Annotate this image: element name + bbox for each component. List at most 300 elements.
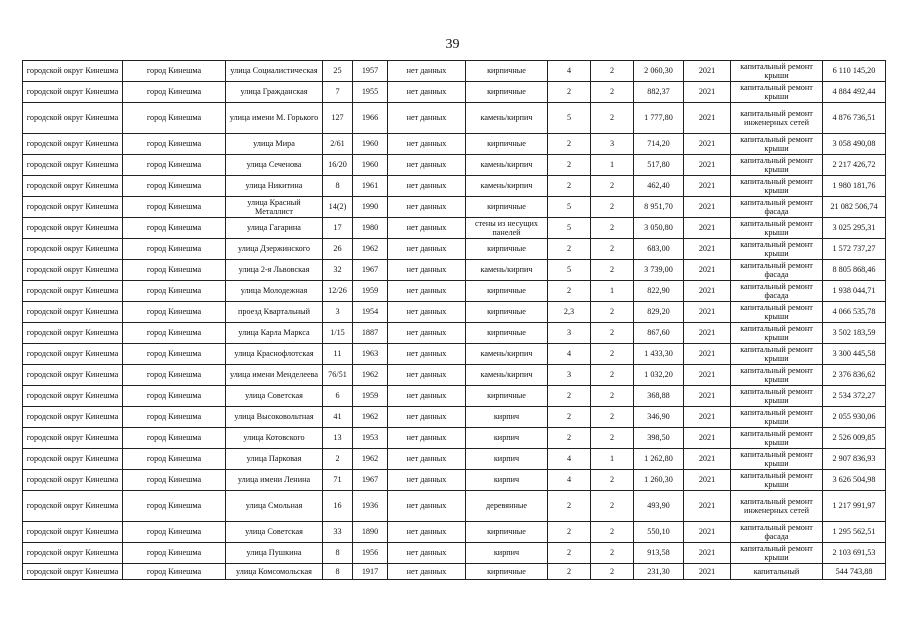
- cell-work-year: 2021: [684, 197, 731, 218]
- cell-floors: 2: [548, 82, 591, 103]
- table-row: [23, 407, 886, 428]
- cell-build-year: 1953: [353, 428, 388, 449]
- table-row: [23, 491, 886, 522]
- cell-floors: 5: [548, 260, 591, 281]
- cell-street: улица Советская: [226, 522, 323, 543]
- cell-work-type: капитальный ремонт фасада: [731, 522, 823, 543]
- cell-city: город Кинешма: [123, 61, 226, 82]
- cell-wall-material: кирпич: [466, 470, 548, 491]
- cell-area: 368,88: [634, 386, 684, 407]
- cell-work-type: капитальный: [731, 564, 823, 580]
- cell-wall-material: кирпич: [466, 543, 548, 564]
- cell-floors: 2: [548, 281, 591, 302]
- cell-floors: 5: [548, 197, 591, 218]
- cell-street: улица Никитина: [226, 176, 323, 197]
- cell-work-type: капитальный ремонт крыши: [731, 176, 823, 197]
- cell-entrances: 3: [591, 134, 634, 155]
- cell-house-number: 71: [323, 470, 353, 491]
- cell-house-number: 16: [323, 491, 353, 522]
- cell-house-number: 25: [323, 61, 353, 82]
- cell-no-data: нет данных: [388, 470, 466, 491]
- cell-cost: 3 626 504,98: [823, 470, 886, 491]
- cell-entrances: 2: [591, 344, 634, 365]
- cell-cost: 1 938 044,71: [823, 281, 886, 302]
- cell-build-year: 1962: [353, 449, 388, 470]
- cell-entrances: 1: [591, 449, 634, 470]
- cell-build-year: 1980: [353, 218, 388, 239]
- cell-area: 3 739,00: [634, 260, 684, 281]
- cell-floors: 5: [548, 103, 591, 134]
- cell-floors: 3: [548, 323, 591, 344]
- cell-work-type: капитальный ремонт крыши: [731, 428, 823, 449]
- cell-entrances: 2: [591, 365, 634, 386]
- cell-street: улица Гагарина: [226, 218, 323, 239]
- cell-work-type: капитальный ремонт крыши: [731, 61, 823, 82]
- cell-build-year: 1917: [353, 564, 388, 580]
- cell-floors: 2: [548, 543, 591, 564]
- table-row: [23, 543, 886, 564]
- cell-wall-material: камень/кирпич: [466, 103, 548, 134]
- cell-area: 493,90: [634, 491, 684, 522]
- cell-cost: 3 300 445,58: [823, 344, 886, 365]
- cell-city: город Кинешма: [123, 449, 226, 470]
- cell-no-data: нет данных: [388, 428, 466, 449]
- cell-area: 822,90: [634, 281, 684, 302]
- cell-build-year: 1962: [353, 365, 388, 386]
- cell-area: 346,90: [634, 407, 684, 428]
- cell-street: улица Смольная: [226, 491, 323, 522]
- cell-entrances: 2: [591, 103, 634, 134]
- cell-area: 913,58: [634, 543, 684, 564]
- cell-build-year: 1960: [353, 155, 388, 176]
- cell-no-data: нет данных: [388, 281, 466, 302]
- cell-entrances: 2: [591, 543, 634, 564]
- cell-work-type: капитальный ремонт крыши: [731, 344, 823, 365]
- cell-municipality: городской округ Кинешма: [23, 103, 123, 134]
- cell-house-number: 3: [323, 302, 353, 323]
- cell-city: город Кинешма: [123, 428, 226, 449]
- cell-work-type: капитальный ремонт крыши: [731, 323, 823, 344]
- cell-build-year: 1962: [353, 407, 388, 428]
- cell-area: 1 433,30: [634, 344, 684, 365]
- cell-wall-material: кирпичные: [466, 281, 548, 302]
- cell-no-data: нет данных: [388, 302, 466, 323]
- cell-area: 3 050,80: [634, 218, 684, 239]
- cell-no-data: нет данных: [388, 155, 466, 176]
- cell-build-year: 1960: [353, 134, 388, 155]
- cell-wall-material: камень/кирпич: [466, 260, 548, 281]
- table-row: [23, 155, 886, 176]
- cell-area: 550,10: [634, 522, 684, 543]
- cell-municipality: городской округ Кинешма: [23, 344, 123, 365]
- cell-cost: 4 884 492,44: [823, 82, 886, 103]
- cell-house-number: 1/15: [323, 323, 353, 344]
- cell-no-data: нет данных: [388, 323, 466, 344]
- cell-build-year: 1955: [353, 82, 388, 103]
- cell-house-number: 7: [323, 82, 353, 103]
- cell-house-number: 11: [323, 344, 353, 365]
- cell-floors: 2: [548, 407, 591, 428]
- cell-no-data: нет данных: [388, 491, 466, 522]
- cell-build-year: 1962: [353, 239, 388, 260]
- cell-build-year: 1956: [353, 543, 388, 564]
- cell-house-number: 76/51: [323, 365, 353, 386]
- cell-entrances: 2: [591, 428, 634, 449]
- cell-entrances: 2: [591, 176, 634, 197]
- cell-street: улица Мира: [226, 134, 323, 155]
- cell-city: город Кинешма: [123, 302, 226, 323]
- cell-work-year: 2021: [684, 103, 731, 134]
- cell-city: город Кинешма: [123, 155, 226, 176]
- cell-city: город Кинешма: [123, 386, 226, 407]
- cell-area: 867,60: [634, 323, 684, 344]
- cell-no-data: нет данных: [388, 134, 466, 155]
- cell-floors: 2: [548, 522, 591, 543]
- cell-municipality: городской округ Кинешма: [23, 61, 123, 82]
- cell-cost: 3 025 295,31: [823, 218, 886, 239]
- cell-house-number: 2: [323, 449, 353, 470]
- cell-work-year: 2021: [684, 543, 731, 564]
- cell-cost: 2 055 930,06: [823, 407, 886, 428]
- cell-area: 1 262,80: [634, 449, 684, 470]
- cell-wall-material: камень/кирпич: [466, 155, 548, 176]
- cell-wall-material: кирпичные: [466, 197, 548, 218]
- cell-municipality: городской округ Кинешма: [23, 491, 123, 522]
- cell-street: улица Пушкина: [226, 543, 323, 564]
- cell-no-data: нет данных: [388, 344, 466, 365]
- table-row: [23, 134, 886, 155]
- cell-work-type: капитальный ремонт крыши: [731, 239, 823, 260]
- cell-city: город Кинешма: [123, 344, 226, 365]
- cell-floors: 4: [548, 344, 591, 365]
- cell-work-year: 2021: [684, 407, 731, 428]
- cell-municipality: городской округ Кинешма: [23, 155, 123, 176]
- cell-entrances: 2: [591, 302, 634, 323]
- cell-wall-material: кирпич: [466, 449, 548, 470]
- cell-cost: 6 110 145,20: [823, 61, 886, 82]
- table-row: [23, 522, 886, 543]
- cell-city: город Кинешма: [123, 281, 226, 302]
- cell-cost: 1 217 991,97: [823, 491, 886, 522]
- cell-cost: 1 295 562,51: [823, 522, 886, 543]
- cell-cost: 2 376 836,62: [823, 365, 886, 386]
- cell-work-type: капитальный ремонт крыши: [731, 470, 823, 491]
- cell-cost: 544 743,88: [823, 564, 886, 580]
- cell-cost: 2 103 691,53: [823, 543, 886, 564]
- cell-no-data: нет данных: [388, 176, 466, 197]
- cell-no-data: нет данных: [388, 61, 466, 82]
- cell-work-type: капитальный ремонт крыши: [731, 302, 823, 323]
- cell-municipality: городской округ Кинешма: [23, 260, 123, 281]
- cell-city: город Кинешма: [123, 134, 226, 155]
- cell-municipality: городской округ Кинешма: [23, 428, 123, 449]
- cell-no-data: нет данных: [388, 239, 466, 260]
- cell-street: улица Котовского: [226, 428, 323, 449]
- cell-build-year: 1890: [353, 522, 388, 543]
- cell-no-data: нет данных: [388, 564, 466, 580]
- cell-work-year: 2021: [684, 491, 731, 522]
- cell-area: 714,20: [634, 134, 684, 155]
- cell-floors: 5: [548, 218, 591, 239]
- cell-street: улица Советская: [226, 386, 323, 407]
- cell-work-year: 2021: [684, 522, 731, 543]
- cell-build-year: 1959: [353, 386, 388, 407]
- table-row: [23, 218, 886, 239]
- cell-municipality: городской округ Кинешма: [23, 522, 123, 543]
- cell-work-year: 2021: [684, 564, 731, 580]
- cell-municipality: городской округ Кинешма: [23, 134, 123, 155]
- table-row: [23, 449, 886, 470]
- cell-house-number: 8: [323, 176, 353, 197]
- table-row: [23, 302, 886, 323]
- cell-work-type: капитальный ремонт инженерных сетей: [731, 491, 823, 522]
- cell-street: улица имени Ленина: [226, 470, 323, 491]
- cell-work-type: капитальный ремонт фасада: [731, 197, 823, 218]
- cell-house-number: 6: [323, 386, 353, 407]
- cell-city: город Кинешма: [123, 218, 226, 239]
- table-row: [23, 281, 886, 302]
- table-row: [23, 470, 886, 491]
- cell-municipality: городской округ Кинешма: [23, 449, 123, 470]
- cell-no-data: нет данных: [388, 103, 466, 134]
- cell-work-type: капитальный ремонт крыши: [731, 449, 823, 470]
- cell-entrances: 2: [591, 239, 634, 260]
- cell-wall-material: кирпичные: [466, 386, 548, 407]
- cell-city: город Кинешма: [123, 260, 226, 281]
- cell-work-type: капитальный ремонт крыши: [731, 407, 823, 428]
- cell-cost: 4 876 736,51: [823, 103, 886, 134]
- cell-area: 2 060,30: [634, 61, 684, 82]
- cell-street: улица имени Менделеева: [226, 365, 323, 386]
- cell-municipality: городской округ Кинешма: [23, 407, 123, 428]
- cell-municipality: городской округ Кинешма: [23, 470, 123, 491]
- cell-city: город Кинешма: [123, 564, 226, 580]
- table-row: [23, 176, 886, 197]
- table-row: [23, 344, 886, 365]
- cell-work-type: капитальный ремонт крыши: [731, 134, 823, 155]
- cell-work-type: капитальный ремонт фасада: [731, 260, 823, 281]
- cell-work-year: 2021: [684, 470, 731, 491]
- table-row: [23, 428, 886, 449]
- cell-no-data: нет данных: [388, 82, 466, 103]
- cell-city: город Кинешма: [123, 197, 226, 218]
- cell-cost: 1 572 737,27: [823, 239, 886, 260]
- cell-street: улица Гражданская: [226, 82, 323, 103]
- cell-wall-material: камень/кирпич: [466, 176, 548, 197]
- cell-street: улица Парковая: [226, 449, 323, 470]
- cell-street: улица Молодежная: [226, 281, 323, 302]
- cell-street: улица Высоковольтная: [226, 407, 323, 428]
- cell-house-number: 8: [323, 543, 353, 564]
- table-row: [23, 260, 886, 281]
- table-row: [23, 239, 886, 260]
- cell-floors: 2: [548, 134, 591, 155]
- table-row: [23, 197, 886, 218]
- cell-no-data: нет данных: [388, 260, 466, 281]
- table-row: [23, 386, 886, 407]
- cell-area: 517,80: [634, 155, 684, 176]
- cell-house-number: 8: [323, 564, 353, 580]
- cell-wall-material: камень/кирпич: [466, 344, 548, 365]
- cell-wall-material: деревянные: [466, 491, 548, 522]
- cell-municipality: городской округ Кинешма: [23, 239, 123, 260]
- cell-work-year: 2021: [684, 176, 731, 197]
- cell-area: 398,50: [634, 428, 684, 449]
- cell-city: город Кинешма: [123, 522, 226, 543]
- table-row: [23, 82, 886, 103]
- cell-work-year: 2021: [684, 386, 731, 407]
- cell-work-year: 2021: [684, 218, 731, 239]
- cell-floors: 2: [548, 564, 591, 580]
- cell-area: 462,40: [634, 176, 684, 197]
- cell-wall-material: камень/кирпич: [466, 365, 548, 386]
- cell-entrances: 2: [591, 491, 634, 522]
- cell-street: проезд Квартальный: [226, 302, 323, 323]
- cell-entrances: 2: [591, 323, 634, 344]
- cell-city: город Кинешма: [123, 407, 226, 428]
- cell-floors: 2: [548, 428, 591, 449]
- cell-municipality: городской округ Кинешма: [23, 564, 123, 580]
- cell-work-year: 2021: [684, 365, 731, 386]
- cell-wall-material: кирпичные: [466, 82, 548, 103]
- cell-house-number: 32: [323, 260, 353, 281]
- table-row: [23, 323, 886, 344]
- cell-municipality: городской округ Кинешма: [23, 281, 123, 302]
- cell-build-year: 1963: [353, 344, 388, 365]
- table-row: [23, 61, 886, 82]
- cell-build-year: 1954: [353, 302, 388, 323]
- cell-cost: 2 907 836,93: [823, 449, 886, 470]
- cell-work-year: 2021: [684, 302, 731, 323]
- cell-wall-material: кирпичные: [466, 239, 548, 260]
- cell-area: 231,30: [634, 564, 684, 580]
- cell-municipality: городской округ Кинешма: [23, 176, 123, 197]
- cell-city: город Кинешма: [123, 543, 226, 564]
- cell-house-number: 12/26: [323, 281, 353, 302]
- cell-area: 882,37: [634, 82, 684, 103]
- cell-house-number: 26: [323, 239, 353, 260]
- cell-build-year: 1966: [353, 103, 388, 134]
- cell-no-data: нет данных: [388, 543, 466, 564]
- cell-build-year: 1967: [353, 260, 388, 281]
- cell-cost: 3 058 490,08: [823, 134, 886, 155]
- cell-build-year: 1959: [353, 281, 388, 302]
- cell-no-data: нет данных: [388, 386, 466, 407]
- cell-floors: 3: [548, 365, 591, 386]
- cell-city: город Кинешма: [123, 103, 226, 134]
- cell-area: 1 260,30: [634, 470, 684, 491]
- cell-municipality: городской округ Кинешма: [23, 82, 123, 103]
- cell-work-year: 2021: [684, 61, 731, 82]
- cell-street: улица Дзержинского: [226, 239, 323, 260]
- cell-municipality: городской округ Кинешма: [23, 302, 123, 323]
- cell-entrances: 2: [591, 564, 634, 580]
- cell-area: 8 951,70: [634, 197, 684, 218]
- cell-cost: 2 217 426,72: [823, 155, 886, 176]
- cell-cost: 2 526 009,85: [823, 428, 886, 449]
- cell-work-year: 2021: [684, 134, 731, 155]
- cell-entrances: 1: [591, 281, 634, 302]
- cell-wall-material: кирпичные: [466, 522, 548, 543]
- cell-house-number: 14(2): [323, 197, 353, 218]
- cell-area: 829,20: [634, 302, 684, 323]
- cell-municipality: городской округ Кинешма: [23, 543, 123, 564]
- cell-house-number: 41: [323, 407, 353, 428]
- cell-no-data: нет данных: [388, 407, 466, 428]
- table-row: [23, 103, 886, 134]
- cell-floors: 2: [548, 155, 591, 176]
- cell-work-year: 2021: [684, 428, 731, 449]
- cell-build-year: 1957: [353, 61, 388, 82]
- cell-entrances: 2: [591, 218, 634, 239]
- cell-street: улица Сеченова: [226, 155, 323, 176]
- cell-city: город Кинешма: [123, 82, 226, 103]
- cell-city: город Кинешма: [123, 323, 226, 344]
- cell-build-year: 1990: [353, 197, 388, 218]
- cell-cost: 2 534 372,27: [823, 386, 886, 407]
- cell-work-type: капитальный ремонт крыши: [731, 365, 823, 386]
- table-row: [23, 564, 886, 580]
- cell-floors: 2: [548, 386, 591, 407]
- cell-build-year: 1967: [353, 470, 388, 491]
- cell-city: город Кинешма: [123, 176, 226, 197]
- cell-work-year: 2021: [684, 344, 731, 365]
- cell-floors: 2: [548, 176, 591, 197]
- cell-work-year: 2021: [684, 155, 731, 176]
- cell-wall-material: кирпич: [466, 407, 548, 428]
- cell-floors: 4: [548, 61, 591, 82]
- cell-entrances: 2: [591, 522, 634, 543]
- cell-area: 1 777,80: [634, 103, 684, 134]
- cell-build-year: 1936: [353, 491, 388, 522]
- cell-floors: 2: [548, 491, 591, 522]
- cell-wall-material: кирпичные: [466, 564, 548, 580]
- cell-cost: 21 082 506,74: [823, 197, 886, 218]
- cell-entrances: 2: [591, 407, 634, 428]
- cell-cost: 8 805 868,46: [823, 260, 886, 281]
- cell-floors: 4: [548, 470, 591, 491]
- cell-house-number: 16/20: [323, 155, 353, 176]
- cell-entrances: 2: [591, 260, 634, 281]
- cell-municipality: городской округ Кинешма: [23, 386, 123, 407]
- cell-no-data: нет данных: [388, 522, 466, 543]
- cell-entrances: 2: [591, 82, 634, 103]
- cell-work-year: 2021: [684, 82, 731, 103]
- cell-house-number: 127: [323, 103, 353, 134]
- cell-work-year: 2021: [684, 281, 731, 302]
- cell-wall-material: кирпичные: [466, 323, 548, 344]
- cell-municipality: городской округ Кинешма: [23, 323, 123, 344]
- cell-area: 1 032,20: [634, 365, 684, 386]
- cell-no-data: нет данных: [388, 218, 466, 239]
- cell-street: улица Карла Маркса: [226, 323, 323, 344]
- cell-city: город Кинешма: [123, 365, 226, 386]
- cell-municipality: городской округ Кинешма: [23, 197, 123, 218]
- cell-area: 683,00: [634, 239, 684, 260]
- cell-work-year: 2021: [684, 323, 731, 344]
- cell-wall-material: кирпич: [466, 428, 548, 449]
- cell-no-data: нет данных: [388, 449, 466, 470]
- cell-cost: 4 066 535,78: [823, 302, 886, 323]
- cell-street: улица 2-я Львовская: [226, 260, 323, 281]
- cell-work-type: капитальный ремонт крыши: [731, 386, 823, 407]
- cell-entrances: 2: [591, 61, 634, 82]
- cell-wall-material: кирпичные: [466, 134, 548, 155]
- cell-entrances: 2: [591, 470, 634, 491]
- page-number: 39: [445, 37, 460, 52]
- cell-street: улица имени М. Горького: [226, 103, 323, 134]
- cell-municipality: городской округ Кинешма: [23, 218, 123, 239]
